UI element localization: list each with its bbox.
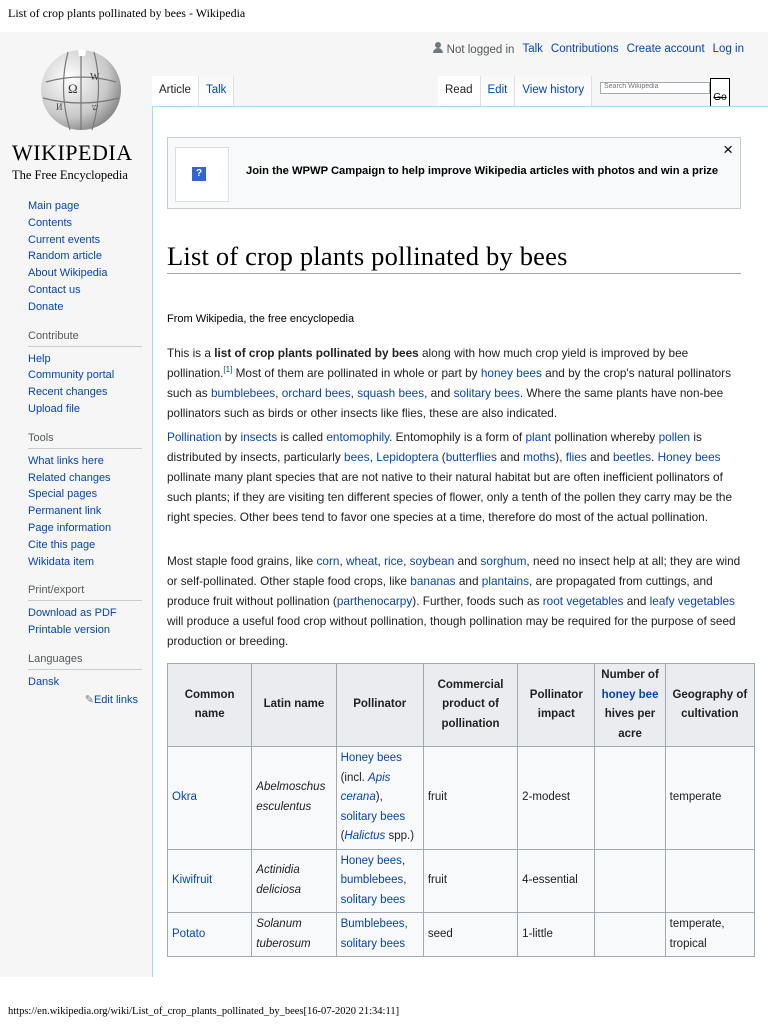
sidebar-heading-languages: Languages	[28, 653, 142, 670]
pollinator-cell: Honey bees, bumblebees, solitary bees	[336, 849, 423, 913]
table-row	[168, 747, 755, 850]
lepidoptera-link[interactable]: Lepidoptera	[376, 450, 439, 464]
staple-foods-paragraph: Most staple food grains, like corn, wheat, rice, soybean and sorghum, need no insect help at all; they are wind or self-pollinated. Other staple food crops, like bananas and plantains, are propagated from cuttings, and produce fruit without pollination (parthenocarpy). Further, foods such as root vegetables and leafy vegetables will produce a useful food crop without pollination, though pollination may be required for the purpose of seed production or breeding.	[167, 554, 741, 648]
sidebar-item-printable-version[interactable]: Printable version	[28, 624, 110, 637]
crop-name-link[interactable]: Potato	[172, 927, 206, 940]
insects-link[interactable]: insects	[240, 430, 278, 444]
solitary-bees-link[interactable]: solitary bees	[453, 386, 520, 400]
go-button[interactable]: Go	[710, 78, 730, 116]
sidebar-item-recent-changes[interactable]: Recent changes	[28, 386, 108, 399]
impact-cell: 2-modest	[518, 747, 595, 850]
latin-name: Solanum tuberosum	[256, 918, 311, 950]
table-row	[168, 913, 755, 957]
tab-talk[interactable]: Talk	[199, 76, 234, 106]
sidebar-heading-contribute: Contribute	[28, 330, 142, 347]
wikipedia-logo[interactable]	[12, 44, 142, 194]
tab-edit[interactable]: Edit	[481, 76, 516, 106]
commercial-product-cell: fruit	[423, 747, 517, 850]
campaign-banner	[167, 137, 741, 209]
print-menu	[28, 605, 148, 639]
sidebar-item-contents[interactable]: Contents	[28, 216, 73, 229]
column-header-common-name[interactable]: Common name	[168, 664, 252, 747]
column-header-pollinator-impact[interactable]: Pollinator impact	[518, 664, 595, 747]
close-icon[interactable]: ×	[723, 140, 733, 159]
pollinator-cell: Bumblebees, solitary bees	[336, 913, 423, 957]
wikipedia-wordmark: WIKIPEDIA	[12, 140, 133, 165]
sidebar-item-main-page[interactable]: Main page	[28, 200, 80, 212]
column-header-geography[interactable]: Geography of cultivation	[665, 664, 754, 747]
geography-cell: temperate, tropical	[665, 913, 754, 957]
pollinator-link[interactable]: solitary bees	[340, 810, 406, 823]
sidebar-item-current-events[interactable]: Current events	[28, 233, 101, 246]
root-vegetables-link[interactable]: root vegetables	[542, 594, 624, 608]
not-logged-in-status: Not logged in	[433, 42, 514, 56]
pollinator-link[interactable]: bumblebees	[340, 874, 404, 886]
contribute-menu	[28, 351, 148, 418]
crop-table	[167, 663, 755, 957]
intro-paragraph: This is a list of crop plants pollinated by bees along with how much crop yield is improved by bee pollination.[1] Most of them are pollinated in whole or part by honey bees and by the crop's natural pollinators such as bumblebees, orchard bees, squash bees, and solitary bees. Where the same plants have non-bee pollinators such as birds or other insects like flies, these are also indicated.	[167, 346, 732, 420]
site-subtitle: From Wikipedia, the free encyclopedia	[167, 313, 355, 325]
latin-name: Actinidia deliciosa	[256, 864, 302, 896]
namespace-tabs	[152, 76, 234, 106]
sidebar-item-what-links-here[interactable]: What links here	[28, 454, 104, 467]
beetles-link[interactable]: beetles	[612, 450, 652, 464]
pollinator-link[interactable]: solitary bees	[340, 893, 406, 906]
entomophily-link[interactable]: entomophily	[326, 430, 390, 444]
hives-cell	[595, 849, 665, 913]
table-header-row	[168, 664, 755, 747]
pollen-link[interactable]: pollen	[658, 430, 691, 444]
entomophily-paragraph: Pollination by insects is called entomophily. Entomophily is a form of plant pollination whereby pollen is distributed by insects, particularly bees, Lepidoptera (butterflies and moths), flies and beetles. Honey bees pollinate many plant species that are not native to their natural habitat but are often inefficient pollinators of such plants; if they are visiting ten different species of flower, only a tenth of the pollen they carry may be the right species. Other bees tend to favor one species at a time, therefore do most of the actual pollination.	[167, 430, 733, 524]
soybean-link[interactable]: soybean	[409, 554, 455, 568]
navigation-menu	[28, 198, 148, 316]
column-header-latin-name[interactable]: Latin name	[252, 664, 336, 747]
pollinator-link[interactable]: Honey bees	[340, 752, 402, 764]
sidebar	[28, 198, 148, 706]
pollinator-cell: Honey bees (incl. Apis cerana), solitary bees (Halictus spp.)	[336, 747, 423, 850]
personal-tools	[433, 42, 744, 56]
geography-cell	[665, 849, 754, 913]
tab-view-history[interactable]: View history	[515, 76, 592, 106]
pollinator-link[interactable]: solitary bees	[340, 937, 406, 950]
sidebar-item-about-wikipedia[interactable]: About Wikipedia	[28, 267, 108, 280]
butterflies-link[interactable]: butterflies	[445, 450, 497, 464]
wikipedia-page	[0, 32, 768, 977]
puzzle-globe-icon	[38, 46, 124, 132]
sidebar-item-special-pages[interactable]: Special pages	[28, 488, 98, 501]
languages-menu	[28, 674, 148, 691]
geography-cell: temperate	[665, 747, 754, 850]
tab-article[interactable]: Article	[152, 76, 199, 106]
svg-text:Ω: Ω	[68, 81, 78, 96]
search-box	[600, 82, 710, 94]
banner-text: Join the WPWP Campaign to help improve Wikipedia articles with photos and win a prize	[246, 165, 719, 177]
search-input[interactable]	[604, 83, 706, 90]
column-header-pollinator[interactable]: Pollinator	[336, 664, 423, 747]
crop-name-link[interactable]: Kiwifruit	[172, 874, 213, 886]
article-content	[152, 106, 768, 977]
wheat-link[interactable]: wheat	[346, 554, 378, 568]
impact-cell: 4-essential	[518, 849, 595, 913]
sidebar-item-upload-file[interactable]: Upload file	[28, 402, 80, 415]
wikipedia-tagline: The Free Encyclopedia	[12, 168, 128, 182]
honey-bees-link[interactable]: honey bees	[480, 366, 542, 380]
svg-text:ש: ש	[92, 102, 99, 112]
orchard-bees-link[interactable]: orchard bees	[281, 386, 351, 400]
sidebar-item-permanent-link[interactable]: Permanent link	[28, 505, 102, 518]
svg-text:W: W	[90, 72, 100, 83]
sidebar-item-contact-us[interactable]: Contact us	[28, 283, 81, 296]
pollinator-link[interactable]: Halictus	[344, 830, 386, 842]
leafy-vegetables-link[interactable]: leafy vegetables	[649, 594, 735, 608]
sorghum-link[interactable]: sorghum	[480, 554, 527, 568]
honey-bees-link-2[interactable]: Honey bees	[657, 450, 721, 464]
bananas-link[interactable]: bananas	[410, 574, 456, 588]
pollinator-link[interactable]: Bumblebees	[340, 918, 405, 930]
commercial-product-cell: seed	[423, 913, 517, 957]
column-header-commercial-product[interactable]: Commercial product of pollination	[423, 664, 517, 747]
create-account-link[interactable]: Create account	[626, 43, 705, 55]
crop-name-link[interactable]: Okra	[172, 791, 197, 803]
latin-name: Abelmoschus esculentus	[256, 781, 326, 813]
pollinator-link[interactable]: Honey bees	[340, 854, 402, 867]
sidebar-item-page-information[interactable]: Page information	[28, 521, 112, 534]
impact-cell: 1-little	[518, 913, 595, 957]
column-header-hives-per-acre[interactable]: Number of honey bee hives per acre	[595, 664, 665, 747]
sidebar-item-language-dansk[interactable]: Dansk	[28, 675, 60, 688]
plant-link[interactable]: plant	[525, 430, 552, 444]
pollinator-link[interactable]: Apis cerana	[340, 771, 391, 803]
sidebar-item-help[interactable]: Help	[28, 352, 51, 365]
sidebar-item-cite-this-page[interactable]: Cite this page	[28, 538, 96, 551]
sidebar-item-download-pdf[interactable]: Download as PDF	[28, 607, 117, 620]
table-row	[168, 849, 755, 913]
question-icon: ?	[192, 167, 206, 181]
tools-menu	[28, 453, 148, 571]
log-in-link[interactable]: Log in	[712, 43, 744, 55]
edit-links-label: Edit links	[93, 693, 138, 706]
sidebar-item-wikidata-item[interactable]: Wikidata item	[28, 555, 95, 568]
hives-cell	[595, 747, 665, 850]
sidebar-item-random-article[interactable]: Random article	[28, 250, 102, 263]
pencil-icon: ✎	[84, 693, 94, 706]
sidebar-heading-tools: Tools	[28, 432, 142, 449]
sidebar-item-related-changes[interactable]: Related changes	[28, 471, 111, 484]
moths-link[interactable]: moths	[523, 450, 556, 464]
reference-link[interactable]: [1]	[223, 365, 233, 375]
sidebar-heading-print-export: Print/export	[28, 584, 142, 601]
sidebar-item-donate[interactable]: Donate	[28, 300, 64, 313]
user-icon	[433, 42, 443, 53]
view-tabs	[438, 76, 592, 106]
edit-links[interactable]	[28, 693, 138, 706]
rice-link[interactable]: rice	[384, 554, 404, 568]
sidebar-item-community-portal[interactable]: Community portal	[28, 369, 115, 382]
pollination-link[interactable]: Pollination	[167, 430, 222, 444]
print-page-title: List of crop plants pollinated by bees - Wikipedia	[8, 6, 246, 20]
hives-cell	[595, 913, 665, 957]
print-footer-url: https://en.wikipedia.org/wiki/List_of_crop_plants_pollinated_by_bees[16-07-2020 21:34:11]	[8, 1006, 400, 1017]
commercial-product-cell: fruit	[423, 849, 517, 913]
bees-link[interactable]: bees	[344, 450, 370, 464]
honey-bee-link[interactable]: honey bee	[601, 688, 659, 701]
user-talk-link[interactable]: Talk	[522, 43, 543, 55]
tab-read[interactable]: Read	[438, 76, 481, 106]
plantains-link[interactable]: plantains	[481, 574, 530, 588]
contributions-link[interactable]: Contributions	[550, 43, 619, 55]
flies-link[interactable]: flies	[565, 450, 587, 464]
parthenocarpy-link[interactable]: parthenocarpy	[336, 594, 413, 608]
corn-link[interactable]: corn	[316, 554, 340, 568]
page-title: List of crop plants pollinated by bees	[167, 241, 741, 274]
svg-text:И: И	[56, 102, 63, 112]
squash-bees-link[interactable]: squash bees	[357, 386, 425, 400]
bumblebees-link[interactable]: bumblebees	[210, 386, 276, 400]
